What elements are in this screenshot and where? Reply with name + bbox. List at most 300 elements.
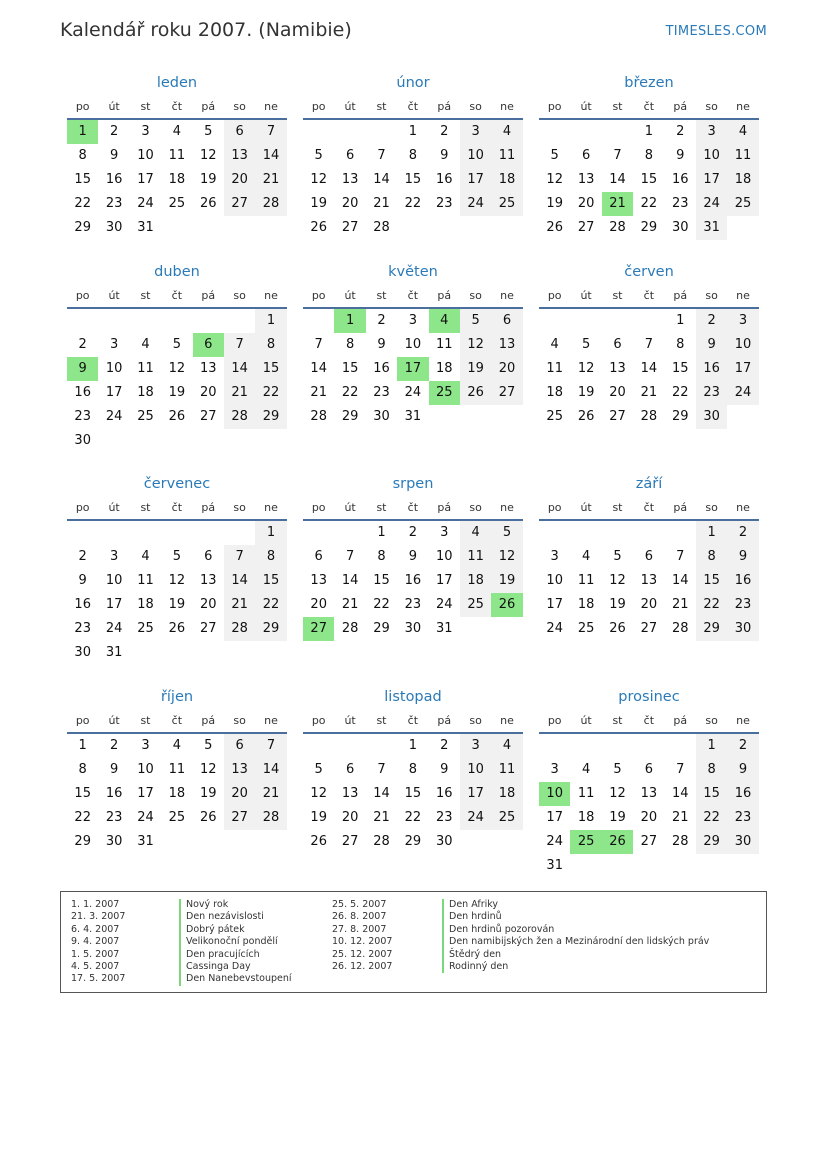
day-cell: 8 bbox=[696, 758, 727, 782]
day-cell: 19 bbox=[609, 597, 626, 612]
day-cell: 27 bbox=[224, 192, 255, 216]
day-cell: 2 bbox=[440, 124, 449, 139]
empty-cell bbox=[570, 521, 601, 545]
day-cell: 15 bbox=[696, 782, 727, 806]
day-cell: 3 bbox=[460, 734, 491, 758]
day-cell: 29 bbox=[640, 220, 658, 235]
day-cell: 28 bbox=[224, 617, 255, 641]
day-cell: 20 bbox=[341, 810, 359, 825]
holiday-day: 1 bbox=[67, 120, 98, 144]
day-cell: 27 bbox=[199, 621, 217, 636]
weekday-label: čt bbox=[643, 714, 655, 727]
day-cell: 1 bbox=[255, 521, 286, 545]
empty-cell bbox=[193, 309, 224, 333]
month-name: září bbox=[635, 476, 663, 492]
day-cell: 5 bbox=[314, 762, 323, 777]
day-cell: 27 bbox=[640, 834, 658, 849]
day-cell: 12 bbox=[546, 172, 563, 187]
weekday-label: pá bbox=[437, 714, 452, 727]
day-cell: 17 bbox=[727, 357, 758, 381]
day-cell: 28 bbox=[373, 220, 390, 235]
month-listopad bbox=[303, 684, 523, 854]
day-cell: 27 bbox=[577, 220, 595, 235]
day-cell: 26 bbox=[199, 196, 217, 211]
weekday-label: pá bbox=[201, 501, 216, 514]
weekday-header bbox=[67, 497, 287, 521]
day-cell: 12 bbox=[460, 333, 491, 357]
day-cell: 2 bbox=[440, 738, 449, 753]
weekday-label: čt bbox=[171, 100, 183, 113]
day-grid bbox=[303, 120, 523, 240]
weekday-label: po bbox=[547, 289, 562, 302]
holiday-day: 27 bbox=[303, 617, 334, 641]
day-cell: 14 bbox=[224, 569, 255, 593]
day-cell: 18 bbox=[168, 172, 186, 187]
day-cell: 22 bbox=[255, 593, 286, 617]
day-cell: 2 bbox=[78, 337, 87, 352]
day-cell: 2 bbox=[377, 313, 386, 328]
day-cell: 4 bbox=[550, 337, 559, 352]
day-cell: 21 bbox=[310, 385, 327, 400]
day-cell: 28 bbox=[341, 621, 359, 636]
day-cell: 15 bbox=[671, 361, 689, 376]
empty-cell bbox=[303, 734, 334, 758]
day-cell: 20 bbox=[609, 385, 626, 400]
month-září bbox=[539, 471, 759, 641]
day-cell: 16 bbox=[74, 385, 91, 400]
month-name: únor bbox=[396, 75, 430, 91]
day-cell: 4 bbox=[581, 549, 591, 564]
day-cell: 17 bbox=[137, 786, 154, 801]
day-cell: 23 bbox=[105, 196, 123, 211]
holiday-name: Den Afriky bbox=[442, 899, 709, 911]
day-cell: 23 bbox=[404, 597, 422, 612]
weekday-label: st bbox=[612, 289, 623, 302]
day-cell: 5 bbox=[172, 549, 181, 564]
day-cell: 8 bbox=[78, 148, 87, 163]
month-name: březen bbox=[624, 75, 674, 91]
day-cell: 29 bbox=[404, 834, 422, 849]
weekday-label: út bbox=[344, 714, 356, 727]
day-cell: 4 bbox=[141, 337, 150, 352]
day-cell: 12 bbox=[310, 786, 327, 801]
holiday-day: 25 bbox=[429, 381, 460, 405]
empty-cell bbox=[98, 521, 129, 545]
weekday-label: so bbox=[705, 289, 718, 302]
day-cell: 31 bbox=[404, 409, 422, 424]
day-cell: 14 bbox=[224, 357, 255, 381]
day-cell: 19 bbox=[168, 385, 186, 400]
day-grid bbox=[303, 734, 523, 854]
day-cell: 12 bbox=[577, 361, 595, 376]
day-cell: 15 bbox=[404, 786, 422, 801]
day-cell: 22 bbox=[696, 593, 727, 617]
holiday-name: Nový rok bbox=[179, 899, 292, 911]
day-cell: 29 bbox=[255, 405, 286, 429]
day-cell: 14 bbox=[341, 573, 359, 588]
day-cell: 3 bbox=[727, 309, 758, 333]
day-cell: 3 bbox=[550, 762, 559, 777]
day-cell: 10 bbox=[105, 573, 123, 588]
empty-cell bbox=[67, 309, 98, 333]
day-cell: 22 bbox=[640, 196, 658, 211]
weekday-label: st bbox=[376, 501, 387, 514]
weekday-label: po bbox=[75, 501, 90, 514]
day-cell: 24 bbox=[105, 409, 123, 424]
empty-cell bbox=[303, 309, 334, 333]
weekday-label: út bbox=[580, 714, 592, 727]
day-cell: 14 bbox=[310, 361, 327, 376]
holiday-legend bbox=[60, 891, 767, 993]
day-cell: 5 bbox=[204, 124, 213, 139]
day-cell: 13 bbox=[310, 573, 327, 588]
day-cell: 20 bbox=[199, 385, 217, 400]
day-cell: 12 bbox=[491, 545, 522, 569]
day-cell: 4 bbox=[491, 734, 522, 758]
day-cell: 29 bbox=[373, 621, 390, 636]
day-cell: 9 bbox=[676, 148, 685, 163]
holiday-day: 6 bbox=[193, 333, 224, 357]
day-cell: 30 bbox=[671, 220, 689, 235]
day-cell: 17 bbox=[546, 597, 563, 612]
weekday-label: ne bbox=[264, 100, 278, 113]
weekday-header bbox=[539, 710, 759, 734]
empty-cell bbox=[130, 521, 161, 545]
day-cell: 19 bbox=[577, 385, 595, 400]
day-cell: 15 bbox=[74, 786, 91, 801]
day-cell: 13 bbox=[199, 361, 217, 376]
holiday-name: Rodinný den bbox=[442, 961, 709, 973]
empty-cell bbox=[602, 734, 633, 758]
day-cell: 20 bbox=[224, 168, 255, 192]
weekday-label: út bbox=[108, 714, 120, 727]
day-cell: 26 bbox=[460, 381, 491, 405]
day-cell: 12 bbox=[199, 148, 217, 163]
weekday-label: so bbox=[469, 501, 482, 514]
weekday-label: st bbox=[140, 289, 151, 302]
day-cell: 28 bbox=[671, 834, 689, 849]
day-cell: 16 bbox=[435, 786, 453, 801]
weekday-label: ne bbox=[736, 100, 750, 113]
weekday-label: ne bbox=[264, 289, 278, 302]
weekday-label: st bbox=[140, 501, 151, 514]
day-cell: 9 bbox=[78, 573, 87, 588]
day-cell: 8 bbox=[408, 762, 417, 777]
weekday-label: út bbox=[108, 100, 120, 113]
empty-cell bbox=[366, 120, 397, 144]
holiday-day: 21 bbox=[602, 192, 633, 216]
weekday-label: pá bbox=[437, 289, 452, 302]
day-cell: 18 bbox=[137, 597, 154, 612]
day-cell: 9 bbox=[440, 148, 449, 163]
weekday-label: čt bbox=[171, 714, 183, 727]
empty-cell bbox=[161, 521, 192, 545]
day-cell: 21 bbox=[255, 168, 286, 192]
day-cell: 25 bbox=[577, 621, 595, 636]
day-cell: 26 bbox=[577, 409, 595, 424]
day-cell: 25 bbox=[168, 810, 186, 825]
weekday-label: ne bbox=[500, 100, 514, 113]
day-cell: 20 bbox=[224, 782, 255, 806]
empty-cell bbox=[67, 521, 98, 545]
day-cell: 28 bbox=[373, 834, 390, 849]
weekday-label: so bbox=[233, 501, 246, 514]
day-cell: 7 bbox=[676, 549, 685, 564]
weekday-label: po bbox=[75, 289, 90, 302]
empty-cell bbox=[334, 734, 365, 758]
day-cell: 10 bbox=[404, 337, 422, 352]
holiday-day: 1 bbox=[334, 309, 365, 333]
holiday-date: 27. 8. 2007 bbox=[332, 923, 387, 935]
day-cell: 18 bbox=[577, 597, 595, 612]
day-cell: 6 bbox=[581, 148, 591, 163]
month-duben bbox=[67, 259, 287, 453]
weekday-label: pá bbox=[673, 714, 688, 727]
day-cell: 7 bbox=[345, 549, 355, 564]
day-cell: 23 bbox=[671, 196, 689, 211]
day-cell: 7 bbox=[613, 148, 622, 163]
day-cell: 20 bbox=[491, 357, 522, 381]
day-cell: 16 bbox=[105, 172, 123, 187]
day-cell: 17 bbox=[105, 385, 123, 400]
empty-cell bbox=[602, 120, 633, 144]
holiday-date: 1. 5. 2007 bbox=[71, 948, 120, 960]
day-cell: 2 bbox=[727, 734, 758, 758]
day-cell: 7 bbox=[255, 120, 286, 144]
day-cell: 24 bbox=[727, 381, 758, 405]
day-cell: 13 bbox=[491, 333, 522, 357]
day-cell: 19 bbox=[168, 597, 186, 612]
holiday-name: Den Nanebevstoupení bbox=[179, 973, 292, 985]
day-cell: 25 bbox=[137, 621, 154, 636]
day-cell: 8 bbox=[377, 549, 386, 564]
weekday-label: so bbox=[233, 289, 246, 302]
weekday-header bbox=[303, 96, 523, 120]
holiday-day: 10 bbox=[539, 782, 570, 806]
day-cell: 15 bbox=[373, 573, 390, 588]
day-cell: 7 bbox=[676, 762, 685, 777]
day-cell: 7 bbox=[224, 333, 255, 357]
weekday-label: ne bbox=[736, 501, 750, 514]
day-cell: 22 bbox=[341, 385, 359, 400]
weekday-label: čt bbox=[643, 289, 655, 302]
day-cell: 11 bbox=[491, 758, 522, 782]
day-cell: 24 bbox=[404, 385, 422, 400]
day-cell: 23 bbox=[74, 621, 91, 636]
day-cell: 19 bbox=[609, 810, 626, 825]
weekday-label: út bbox=[580, 289, 592, 302]
day-cell: 13 bbox=[224, 144, 255, 168]
day-cell: 24 bbox=[137, 810, 154, 825]
weekday-label: ne bbox=[264, 714, 278, 727]
day-cell: 30 bbox=[727, 617, 758, 641]
day-cell: 16 bbox=[373, 361, 390, 376]
day-cell: 10 bbox=[137, 762, 154, 777]
day-cell: 22 bbox=[404, 810, 422, 825]
day-cell: 22 bbox=[696, 806, 727, 830]
day-cell: 6 bbox=[345, 148, 355, 163]
day-cell: 10 bbox=[435, 549, 453, 564]
weekday-label: pá bbox=[673, 289, 688, 302]
weekday-label: čt bbox=[407, 289, 419, 302]
day-cell: 21 bbox=[224, 593, 255, 617]
weekday-header bbox=[539, 497, 759, 521]
day-cell: 25 bbox=[491, 192, 522, 216]
weekday-header bbox=[67, 96, 287, 120]
day-cell: 1 bbox=[408, 124, 417, 139]
day-cell: 6 bbox=[613, 337, 622, 352]
day-cell: 13 bbox=[199, 573, 217, 588]
empty-cell bbox=[334, 521, 365, 545]
day-cell: 1 bbox=[644, 124, 653, 139]
day-cell: 18 bbox=[137, 385, 154, 400]
weekday-label: po bbox=[75, 714, 90, 727]
day-cell: 10 bbox=[460, 144, 491, 168]
day-cell: 26 bbox=[310, 220, 327, 235]
empty-cell bbox=[633, 734, 664, 758]
day-grid bbox=[539, 120, 759, 240]
holiday-date: 25. 5. 2007 bbox=[332, 899, 387, 910]
month-leden bbox=[67, 70, 287, 240]
day-cell: 11 bbox=[137, 361, 154, 376]
empty-cell bbox=[539, 120, 570, 144]
day-cell: 10 bbox=[460, 758, 491, 782]
brand-link[interactable]: TIMESLES.COM bbox=[665, 24, 767, 39]
day-cell: 30 bbox=[373, 409, 390, 424]
day-cell: 5 bbox=[491, 521, 522, 545]
day-cell: 15 bbox=[74, 172, 91, 187]
day-cell: 6 bbox=[314, 549, 323, 564]
day-cell: 24 bbox=[546, 834, 563, 849]
day-cell: 25 bbox=[168, 196, 186, 211]
holiday-day: 4 bbox=[429, 309, 460, 333]
day-cell: 16 bbox=[74, 597, 91, 612]
day-cell: 19 bbox=[199, 172, 217, 187]
day-cell: 8 bbox=[676, 337, 685, 352]
day-cell: 15 bbox=[404, 172, 422, 187]
day-cell: 18 bbox=[546, 385, 563, 400]
day-cell: 7 bbox=[255, 734, 286, 758]
day-cell: 10 bbox=[696, 144, 727, 168]
weekday-label: po bbox=[75, 100, 90, 113]
day-cell: 30 bbox=[74, 645, 91, 660]
day-cell: 7 bbox=[644, 337, 653, 352]
day-cell: 1 bbox=[408, 738, 417, 753]
day-cell: 10 bbox=[105, 361, 123, 376]
day-cell: 29 bbox=[341, 409, 359, 424]
day-cell: 16 bbox=[696, 357, 727, 381]
day-grid bbox=[67, 120, 287, 240]
day-cell: 27 bbox=[341, 220, 359, 235]
day-cell: 5 bbox=[460, 309, 491, 333]
day-cell: 26 bbox=[310, 834, 327, 849]
day-cell: 21 bbox=[373, 196, 390, 211]
holiday-dates-column bbox=[332, 899, 392, 973]
weekday-label: ne bbox=[736, 289, 750, 302]
day-cell: 29 bbox=[74, 220, 91, 235]
day-cell: 28 bbox=[255, 806, 286, 830]
day-cell: 29 bbox=[671, 409, 689, 424]
month-name: duben bbox=[154, 264, 200, 280]
day-cell: 17 bbox=[546, 810, 563, 825]
empty-cell bbox=[224, 521, 255, 545]
day-cell: 14 bbox=[640, 361, 658, 376]
day-cell: 10 bbox=[546, 573, 563, 588]
day-cell: 27 bbox=[640, 621, 658, 636]
day-cell: 17 bbox=[460, 782, 491, 806]
day-cell: 9 bbox=[727, 758, 758, 782]
day-cell: 6 bbox=[644, 549, 653, 564]
day-cell: 23 bbox=[373, 385, 390, 400]
weekday-label: st bbox=[140, 100, 151, 113]
day-cell: 12 bbox=[310, 172, 327, 187]
day-cell: 21 bbox=[255, 782, 286, 806]
day-cell: 11 bbox=[137, 573, 154, 588]
month-name: srpen bbox=[392, 476, 434, 492]
day-cell: 1 bbox=[377, 525, 386, 540]
day-cell: 31 bbox=[435, 621, 453, 636]
weekday-label: so bbox=[469, 289, 482, 302]
day-cell: 3 bbox=[696, 120, 727, 144]
weekday-label: čt bbox=[407, 714, 419, 727]
empty-cell bbox=[303, 120, 334, 144]
weekday-label: po bbox=[547, 100, 562, 113]
day-cell: 17 bbox=[105, 597, 123, 612]
weekday-label: po bbox=[547, 714, 562, 727]
weekday-label: so bbox=[469, 714, 482, 727]
weekday-label: pá bbox=[437, 100, 452, 113]
weekday-label: pá bbox=[201, 100, 216, 113]
day-cell: 2 bbox=[408, 525, 417, 540]
day-cell: 29 bbox=[255, 617, 286, 641]
day-cell: 19 bbox=[546, 196, 563, 211]
month-name: leden bbox=[156, 75, 198, 91]
weekday-label: so bbox=[705, 714, 718, 727]
month-únor bbox=[303, 70, 523, 240]
day-cell: 31 bbox=[137, 834, 154, 849]
empty-cell bbox=[665, 521, 696, 545]
holiday-day: 25 bbox=[570, 830, 601, 854]
holiday-name: Štědrý den bbox=[442, 949, 709, 961]
holiday-date: 10. 12. 2007 bbox=[332, 936, 393, 948]
day-cell: 11 bbox=[168, 762, 186, 777]
day-cell: 28 bbox=[310, 409, 327, 424]
day-cell: 30 bbox=[404, 621, 422, 636]
month-name: červenec bbox=[143, 476, 211, 492]
holiday-name: Den hrdinů pozorován bbox=[442, 924, 709, 936]
empty-cell bbox=[665, 734, 696, 758]
day-cell: 26 bbox=[609, 621, 626, 636]
day-cell: 29 bbox=[696, 617, 727, 641]
day-cell: 25 bbox=[727, 192, 758, 216]
day-cell: 28 bbox=[640, 409, 658, 424]
holiday-date: 21. 3. 2007 bbox=[71, 911, 126, 923]
day-cell: 16 bbox=[404, 573, 422, 588]
day-cell: 21 bbox=[373, 810, 390, 825]
day-cell: 23 bbox=[74, 409, 91, 424]
holiday-date: 9. 4. 2007 bbox=[71, 936, 120, 948]
day-cell: 2 bbox=[109, 738, 119, 753]
day-cell: 2 bbox=[109, 124, 119, 139]
day-cell: 24 bbox=[460, 192, 491, 216]
weekday-label: po bbox=[311, 501, 326, 514]
weekday-header bbox=[67, 285, 287, 309]
day-cell: 13 bbox=[609, 361, 626, 376]
weekday-label: st bbox=[612, 714, 623, 727]
day-cell: 17 bbox=[435, 573, 453, 588]
day-cell: 15 bbox=[696, 569, 727, 593]
day-cell: 25 bbox=[137, 409, 154, 424]
